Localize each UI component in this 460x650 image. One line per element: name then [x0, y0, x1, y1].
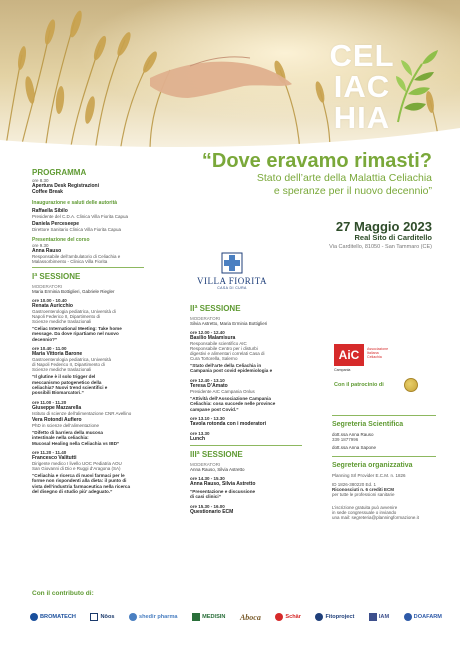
talk-title: “Stato dell’arte della Celiachia in	[190, 363, 262, 368]
speaker-role: Gastroenterologia pediatrica, Università di	[32, 309, 116, 314]
talk-title: decennio?”	[32, 336, 58, 342]
registration-time: ore 8.30	[32, 178, 49, 183]
program-entry	[190, 431, 310, 442]
talk-title: Mucosal Healing nella Celiachia vs IBD”	[32, 440, 120, 446]
entry-time: ore 12.40 - 13.10	[190, 377, 225, 383]
entry-time: ore 11.00 - 11.20	[32, 399, 67, 405]
speaker-role: Cura Tortorella, Salerno	[190, 356, 238, 361]
speaker-role: di Napoli Federico II, Dipartimento di	[32, 362, 105, 368]
speaker-role: Presidente AIC Campania Onlus	[190, 388, 255, 394]
session-3-title: IIIª SESSIONE	[190, 450, 243, 460]
speaker-role: Scienze mediche traslazionali	[32, 367, 92, 373]
patronage-label: Con il patrocinio di	[334, 382, 384, 388]
speaker-role: Napoli Federico II, Dipartimento di	[32, 314, 101, 319]
speaker-role: Responsabile Centro per i disturbi	[190, 346, 258, 351]
sponsors-label: Con il contributo di:	[32, 590, 94, 597]
sponsor-shedir	[129, 613, 178, 621]
speaker-name: Anna Rauso	[32, 248, 62, 254]
program-entry	[32, 400, 152, 446]
talk-title: Campania post covid epidemiologia e	[190, 368, 273, 374]
program-entry	[32, 298, 152, 342]
program-entry	[190, 476, 310, 500]
iam-logo-icon	[369, 613, 377, 621]
sponsor-name: MEDISIN	[202, 614, 226, 620]
entry-title: Questionario ECM	[190, 508, 234, 515]
coffee-break-title: Coffee Break	[32, 189, 63, 195]
speaker-role: Malassorbimento - Clinica Villa Fiorita	[32, 259, 108, 264]
talk-title: intestinale nella celiachia:	[32, 435, 89, 441]
divider	[32, 267, 144, 268]
sponsor-bromatech	[30, 613, 76, 621]
talk-title: di casi clinici”	[190, 494, 221, 500]
talk-title: message. Da dove ripartiamo nel nuovo	[32, 331, 119, 337]
talk-title: “Celiachia e ricerca di nuovi farmaci per le	[32, 473, 125, 479]
shedir-logo-icon	[129, 613, 137, 621]
schar-logo-icon	[275, 613, 283, 621]
registration-title: Apertura Desk Registrazioni	[32, 183, 99, 189]
scientific-secretariat-heading: Segreteria Scientifica	[332, 421, 404, 428]
aic-logo-box: AiC	[334, 344, 364, 366]
aic-region: Campania	[334, 368, 351, 372]
talk-title: “Presentazione e discussione	[190, 489, 256, 495]
registration-note: in sede congressuale o inviando	[332, 510, 397, 515]
celiachia-logo	[322, 40, 402, 133]
registration-note: L’iscrizione gratuita può avvenire	[332, 505, 398, 510]
course-time: ore 9.30	[32, 243, 49, 248]
talk-title: campane post Covid.”	[190, 406, 239, 412]
sponsor-doafarm	[404, 613, 442, 621]
fitoproject-logo-icon	[315, 613, 323, 621]
talk-title: Celiachia: cosa succede nelle province	[190, 401, 276, 407]
sponsor-name: Nōos	[100, 614, 115, 620]
sponsor-schar	[275, 613, 301, 621]
speaker-role: Gastroenterologia pediatrica, Università	[32, 357, 112, 363]
session-2-title: IIª SESSIONE	[190, 304, 241, 313]
entry-time: ore 13.10 - 13.30	[190, 416, 225, 422]
aic-text-line: Associazione	[367, 347, 389, 351]
authorities-heading: Inaugurazione e saluti delle autorità	[32, 200, 118, 206]
provider-info: Planning Srl Provider E.C.M. n. 1826	[332, 473, 406, 478]
entry-time: ore 11.20 - 11.40	[32, 450, 67, 456]
speaker-name: Raffaella Sibilo	[32, 208, 68, 214]
talk-title: meccanismo patogenetico della	[32, 379, 102, 385]
entry-title: Lunch	[190, 436, 205, 443]
sponsor-aboca	[240, 613, 261, 622]
program-entry	[32, 346, 152, 396]
session-1-title: Iª SESSIONE	[32, 272, 81, 281]
credits-info: Riconosciuti n. 6 crediti ECM	[332, 487, 395, 492]
secretariat-column	[332, 412, 436, 520]
sponsor-name: shedir pharma	[139, 614, 178, 620]
program-entry	[190, 378, 310, 412]
speaker-name: Francesco Valitutti	[32, 455, 77, 462]
organizing-secretariat-heading: Segreteria organizzativa	[332, 462, 413, 469]
speaker-name: Renata Auricchio	[32, 303, 73, 309]
speaker-name: Basilio Malamisura	[190, 335, 236, 341]
program-column-2	[190, 300, 310, 515]
sponsor-name: Schär	[285, 614, 301, 620]
speaker-name: Teresa D’Amato	[190, 382, 228, 389]
divider	[332, 415, 436, 416]
speaker-role: Dirigente medico I livello UOC Pediatria AOU	[32, 461, 122, 467]
patronage-seal-icon	[404, 378, 418, 392]
sponsor-name: IAM	[378, 614, 390, 620]
talk-title: “Attività dell’Associazione Campania	[190, 395, 271, 401]
medisin-logo-icon	[192, 613, 200, 621]
speaker-role: Scienze mediche traslazionali	[32, 319, 92, 324]
bromatech-logo-icon	[30, 613, 38, 621]
speaker-role: Presidente del C.D.A. Clinica Villa Fiorita Capua	[32, 214, 128, 219]
logo-line-1: CEL	[329, 38, 395, 73]
moderators-label: MODERATORI	[32, 284, 63, 289]
cross-icon	[221, 252, 243, 274]
program-entry	[32, 450, 152, 495]
sponsor-medisin	[192, 613, 225, 621]
speaker-name: Anna Rauso, Silvia Astretto	[190, 481, 256, 488]
program-column-1	[32, 164, 152, 495]
speaker-role: PhD in scienze dell’alimentazione	[32, 422, 100, 428]
credits-info: per tutte le professioni sanitarie	[332, 492, 395, 497]
speaker-name: Giuseppe Mazzarella	[32, 404, 82, 411]
aic-text-line: Italiana	[367, 351, 379, 356]
sponsor-fitoproject	[315, 613, 354, 621]
sponsor-name: Aboca	[239, 612, 261, 622]
contact-phone: 339 1877996	[332, 437, 359, 442]
entry-time: ore 10.40 - 11.00	[32, 346, 67, 352]
program-title: PROGRAMMA	[32, 168, 87, 177]
event-venue: Real Sito di Carditello	[354, 233, 432, 242]
subtitle-line-2: e speranze per il nuovo decennio”	[273, 184, 432, 197]
program-entry	[190, 330, 310, 374]
talk-title: vista dell’industria farmaceutica nella ricerca	[32, 483, 131, 489]
provider-info: ID 1826-380220 Ed. 1	[332, 482, 377, 487]
registration-note: una mail: segreteria@planningformazione.it	[332, 515, 419, 520]
program-entry	[190, 416, 310, 427]
speaker-role: Istituto di scienze dell’alimentazione CNR Avellino	[32, 410, 132, 416]
doafarm-logo-icon	[404, 613, 412, 621]
sponsor-iam	[369, 613, 389, 621]
aic-logo-text	[367, 347, 401, 360]
speaker-role: Direttore Sanitario Clinica Villa Fiorita Capua	[32, 227, 121, 232]
event-date: 27 Maggio 2023	[335, 219, 432, 234]
entry-time: ore 13.30	[190, 431, 210, 437]
sponsor-name: DOAFARM	[413, 614, 442, 620]
talk-title: celiachia? Nuovi trend scientifici e	[32, 385, 108, 391]
villa-subtitle: CASA DI CURA	[217, 286, 247, 290]
talk-title: “Il glutine è il solo trigger del	[32, 374, 96, 380]
noos-logo-icon	[90, 613, 98, 621]
aic-text-line: Celiachia	[367, 355, 382, 360]
entry-time: ore 15.30 - 16.00	[190, 503, 225, 509]
moderators-label: MODERATORI	[190, 316, 221, 321]
speaker-role: San Giovanni di Dio e Ruggi d’Aragona (SA)	[32, 466, 121, 472]
subtitle-line-1: Stato dell’arte della Malattia Celiachia	[256, 172, 432, 184]
event-title: “Dove eravamo rimasti?	[201, 150, 432, 172]
sponsor-noos	[90, 613, 114, 621]
logo-line-3: HIA	[333, 100, 391, 135]
sponsor-logos	[30, 606, 442, 628]
villa-fiorita-logo	[192, 252, 272, 290]
villa-name: VILLA FIORITA	[196, 276, 268, 286]
moderators-names: Silvia Astretto, Maria Erminia Bottiglieri	[190, 321, 268, 326]
talk-title: “Difetto di barriera della mucosa	[32, 429, 103, 435]
entry-time: ore 10.00 - 10.40	[32, 298, 67, 303]
moderators-names: Maria Erminia Bottiglieri, Gabriele Riegler	[32, 289, 115, 294]
contact-name: dott.ssa Anna Sapone	[332, 445, 377, 450]
program-entry	[190, 504, 310, 515]
sponsor-name: BROMATECH	[40, 614, 76, 620]
course-heading: Presentazione del corso	[32, 237, 90, 243]
moderators-label: MODERATORI	[190, 462, 221, 468]
wheat-leaf-icon	[392, 46, 442, 126]
talk-title: “Celiac International Meeting: Take home	[32, 326, 122, 331]
moderators-names: Anna Rauso, Silvia Astretto	[190, 467, 245, 473]
speaker-name: Vera Rotondi Aufiero	[32, 416, 82, 423]
contact-name: dott.ssa Anna Rauso	[332, 432, 374, 437]
entry-time: ore 14.30 - 15.30	[190, 476, 225, 482]
speaker-name: Daniela Perceseepe	[32, 221, 79, 227]
speaker-name: Maria Vittoria Barone	[32, 351, 83, 358]
aic-logo	[334, 344, 400, 368]
event-address: Via Carditello, 81050 - San Tammaro (CE)	[329, 244, 432, 250]
speaker-role: digestivi e alimentari correlati Casa di	[190, 351, 265, 356]
divider	[190, 445, 302, 446]
entry-time: ore 12.00 - 12.40	[190, 330, 225, 335]
sponsor-name: Fitoproject	[325, 614, 355, 620]
talk-title: possibili Biomarcatori.”	[32, 390, 84, 396]
talk-title: del disegno di studio più’ adeguato.”	[32, 489, 113, 495]
speaker-role: Responsabile scientifico AIC	[190, 341, 247, 346]
divider	[332, 456, 436, 457]
logo-line-2: IAC	[333, 69, 391, 104]
speaker-role: Responsabile dell’ambulatorio di Celiachia e	[32, 254, 121, 259]
entry-title: Tavola rotonda con i moderatori	[190, 421, 267, 428]
event-subtitle	[160, 172, 432, 197]
talk-title: forme non rispondenti alla dieta: il punto di	[32, 478, 127, 484]
